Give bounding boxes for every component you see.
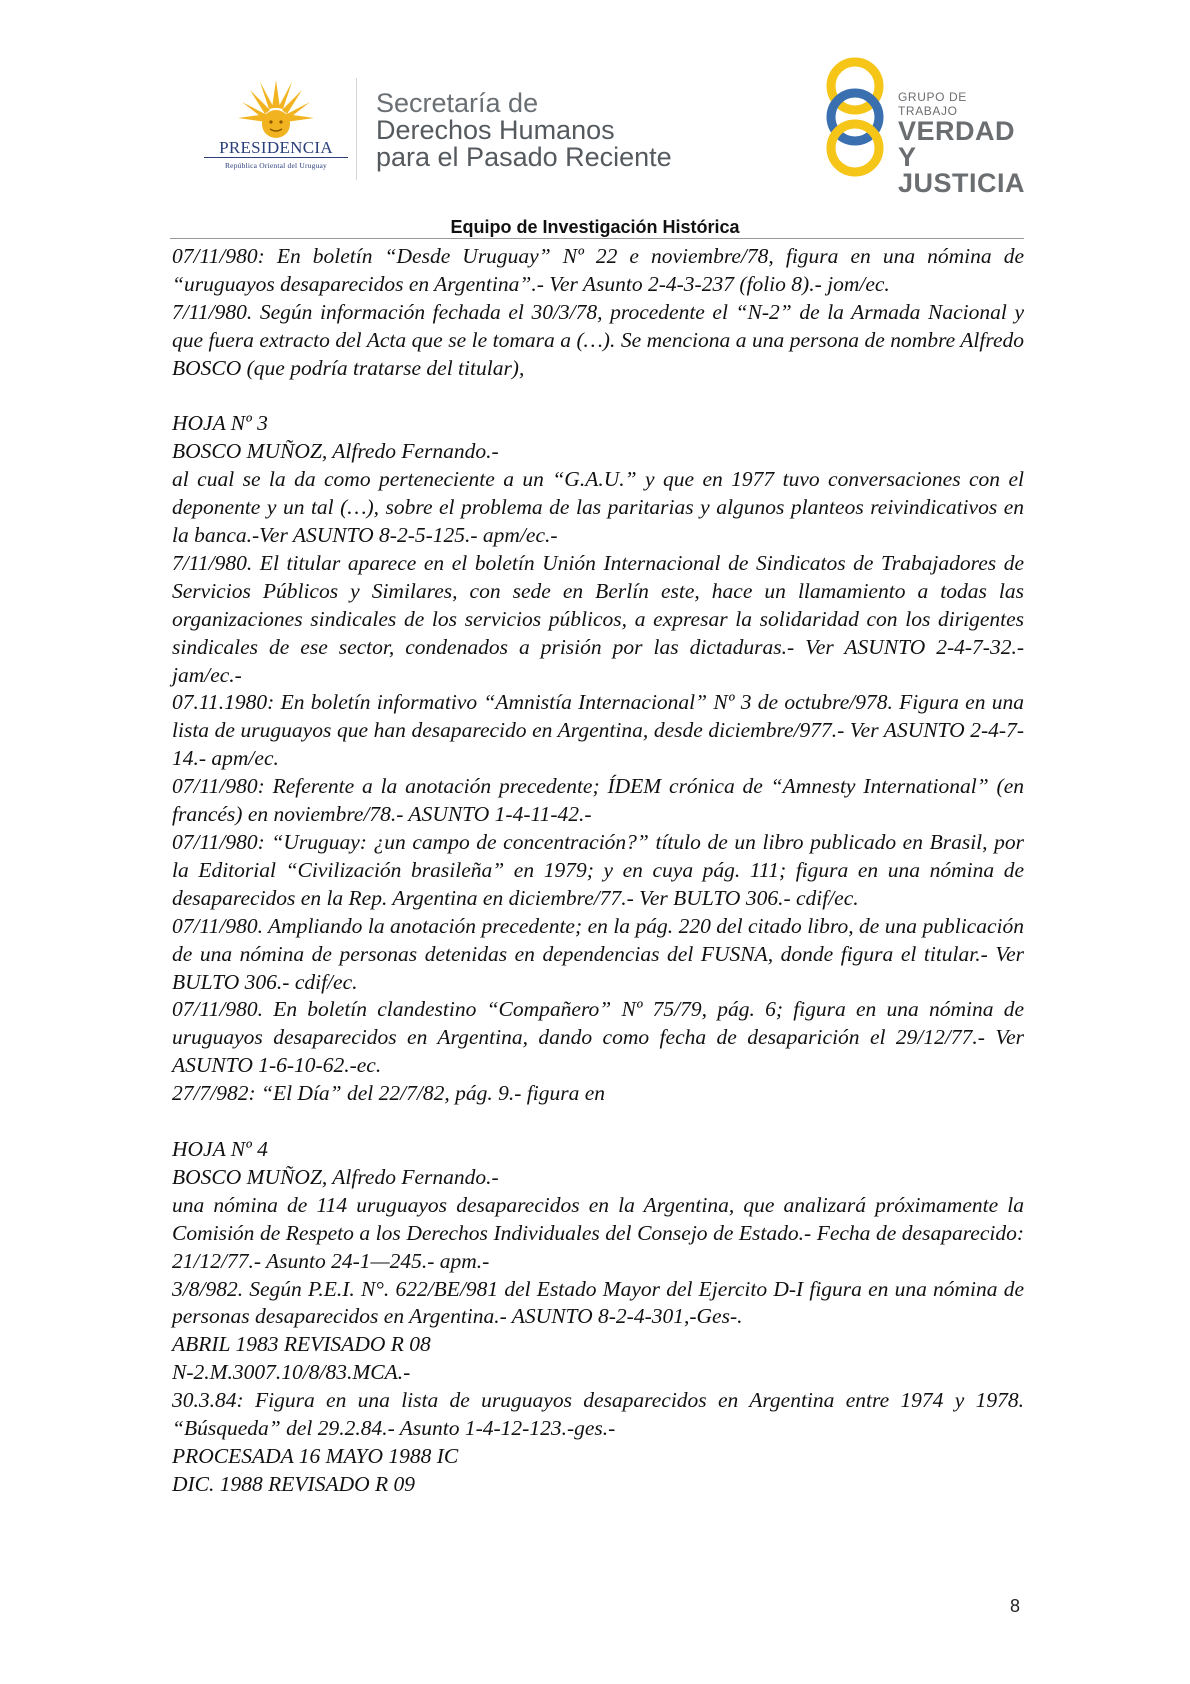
paragraph: 07/11/980: “Uruguay: ¿un campo de concentración?” título de un libro publicado en Brasil, por la Editorial “Civilización brasileña” en 1979; y en cuya pág. 111; figura en una nómina de desaparecidos en la Rep. Argentina en diciembre/77.- Ver BULTO 306.- cdif/ec. [172,830,1024,910]
verdad-label: VERDAD Y [898,116,1016,172]
blank-line [172,1108,1024,1136]
paragraph: 30.3.84: Figura en una lista de uruguayos desaparecidos en Argentina entre 1974 y 1978. “Búsqueda” del 29.2.84.- Asunto 1-4-12-123.-ges.- [172,1388,1024,1441]
presidencia-subtitle: República Oriental del Uruguay [224,161,327,170]
verdad-justicia-logo [820,54,1030,198]
paragraph: 07/11/980: Referente a la anotación precedente; ÍDEM crónica de “Amnesty International” (en francés) en noviembre/78.- ASUNTO 1-4-11-42.- [172,774,1024,827]
verdad-justicia-text [898,90,1030,196]
interlocking-rings-icon [820,54,890,180]
secretaria-line-3: para el Pasado Reciente [376,142,672,172]
paragraph: 7/11/980. Según información fechada el 30/3/78, procedente el “N-2” de la Armada Nacional y que fuera extracto del Acta que se le tomara a (…). Se menciona a una persona de nombre Alfredo BOSCO (que podría tratarse del titular), [172,299,1024,380]
blank-line [172,383,1024,411]
secretaria-line-1: Secretaría de [376,88,539,118]
paragraph: N-2.M.3007.10/8/83.MCA.- [172,1360,411,1385]
subject-name: BOSCO MUÑOZ, Alfredo Fernando.- [172,1164,499,1189]
secretaria-line-2: Derechos Humanos [376,115,615,145]
subject-name: BOSCO MUÑOZ, Alfredo Fernando.- [172,439,499,464]
presidencia-name: PRESIDENCIA [219,138,333,157]
paragraph: 07/11/980. En boletín clandestino “Compañero” Nº 75/79, pág. 6; figura en una nómina de uruguayos desaparecidos en Argentina, dando como fecha de desaparición el 29/12/77.- Ver ASUNTO 1-6-10-62.-ec. [172,997,1024,1078]
team-title: Equipo de Investigación Histórica [450,217,740,237]
justicia-label: JUSTICIA [898,168,1026,198]
sheet-heading: HOJA Nº 3 [172,411,268,436]
presidencia-divider [204,157,348,158]
header-rule [170,238,1024,239]
paragraph: 07/11/980: En boletín “Desde Uruguay” Nº 22 e noviembre/78, figura en una nómina de “uruguayos desaparecidos en Argentina”.- Ver Asunto 2-4-3-237 (folio 8).- jom/ec. [172,244,1024,296]
sheet-heading: HOJA Nº 4 [172,1136,268,1161]
paragraph: 27/7/982: “El Día” del 22/7/82, pág. 9.- figura en [172,1081,605,1106]
paragraph: 3/8/982. Según P.E.I. N°. 622/BE/981 del Estado Mayor del Ejercito D-I figura en una nómina de personas desaparecidos en Argentina.- ASUNTO 8-2-4-301,-Ges-. [172,1276,1024,1329]
paragraph: 07/11/980. Ampliando la anotación precedente; en la pág. 220 del citado libro, de una publicación de una nómina de personas detenidas en dependencias del FUSNA, donde figura el titular.- Ver BULTO 306.- cdif/ec. [172,913,1024,994]
paragraph: DIC. 1988 REVISADO R 09 [172,1471,416,1496]
document-body [172,243,1024,1499]
page-number: 8 [1010,1596,1021,1616]
paragraph: 7/11/980. El titular aparece en el boletín Unión Internacional de Sindicatos de Trabajadores de Servicios Públicos y Similares, con sede en Berlín este, hace un llamamiento a todas las organizaciones sindicales de los servicios públicos, a expresar la solidaridad con los dirigentes sindicales de ese sector, condenados a prisión por las dictaduras.- Ver ASUNTO 2-4-7-32.- jam/ec.- [172,550,1024,687]
paragraph: 07.11.1980: En boletín informativo “Amnistía Internacional” Nº 3 de octubre/978. Figura en una lista de uruguayos que han desaparecido en Argentina, desde diciembre/977.- Ver ASUNTO 2-4-7-14.- apm/ec. [172,690,1024,771]
paragraph: una nómina de 114 uruguayos desaparecidos en la Argentina, que analizará próximamente la Comisión de Respeto a los Derechos Individuales del Consejo de Estado.- Fecha de desaparecido: 21/12/77.- Asunto 24-1—245.- apm.- [172,1192,1024,1273]
paragraph: ABRIL 1983 REVISADO R 08 [172,1332,431,1357]
secretaria-logo-text [376,90,672,171]
presidencia-logo [196,78,356,178]
paragraph: al cual se la da como perteneciente a un “G.A.U.” y que en 1977 tuvo conversaciones con el deponente y un tal (…), sobre el problema de las paritarias y algunos planteos reivindicativos en la banca.-Ver ASUNTO 8-2-5-125.- apm/ec.- [172,467,1024,548]
page-header [0,0,1190,237]
grupo-label: GRUPO DE TRABAJO [898,90,967,118]
logo-separator [356,78,357,180]
paragraph: PROCESADA 16 MAYO 1988 IC [172,1443,459,1468]
